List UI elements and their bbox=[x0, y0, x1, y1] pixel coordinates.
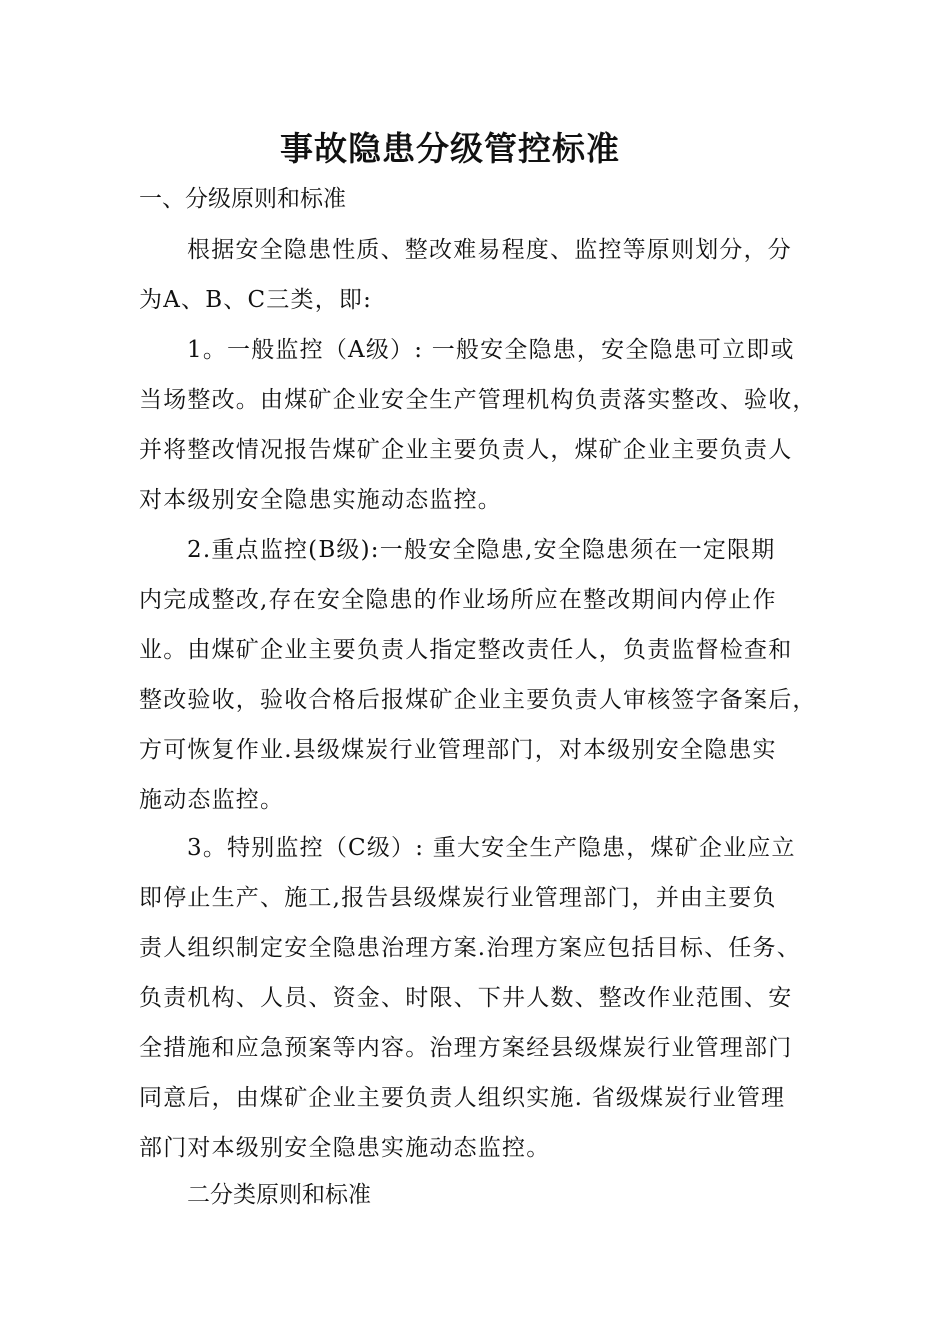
paragraph-line: 整改验收，验收合格后报煤矿企业主要负责人审核签字备案后， bbox=[139, 687, 817, 713]
paragraph-line: 并将整改情况报告煤矿企业主要负责人，煤矿企业主要负责人 bbox=[139, 437, 793, 463]
paragraph-level-a bbox=[139, 325, 861, 525]
paragraph-line: 内完成整改,存在安全隐患的作业场所应在整改期间内停止作 bbox=[139, 587, 777, 613]
paragraph-line: 部门对本级别安全隐患实施动态监控。 bbox=[139, 1135, 551, 1161]
paragraph-line: 即停止生产、施工,报告县级煤炭行业管理部门，并由主要负 bbox=[139, 885, 777, 911]
paragraph-level-c bbox=[139, 823, 861, 1173]
paragraph-line: 根据安全隐患性质、整改难易程度、监控等原则划分，分 bbox=[187, 237, 792, 263]
section-heading-1: 一、分级原则和标准 bbox=[139, 186, 346, 212]
paragraph-line: 为A、B、C三类，即: bbox=[139, 287, 373, 313]
paragraph-line: 1。一般监控（A级）: 一般安全隐患，安全隐患可立即或 bbox=[187, 337, 795, 363]
paragraph-line: 方可恢复作业.县级煤炭行业管理部门，对本级别安全隐患实 bbox=[139, 737, 777, 763]
paragraph-line: 责人组织制定安全隐患治理方案.治理方案应包括目标、任务、 bbox=[139, 935, 801, 961]
paragraph-line: 2.重点监控(B级):一般安全隐患,安全隐患须在一定限期 bbox=[187, 537, 776, 563]
paragraph-intro bbox=[139, 225, 861, 325]
paragraph-line: 全措施和应急预案等内容。治理方案经县级煤炭行业管理部门 bbox=[139, 1035, 793, 1061]
paragraph-line: 对本级别安全隐患实施动态监控。 bbox=[139, 487, 502, 513]
paragraph-level-b bbox=[139, 525, 861, 825]
paragraph-line: 负责机构、人员、资金、时限、下井人数、整改作业范围、安 bbox=[139, 985, 793, 1011]
paragraph-line: 当场整改。由煤矿企业安全生产管理机构负责落实整改、验收， bbox=[139, 387, 817, 413]
document-title: 事故隐患分级管控标准 bbox=[280, 129, 620, 168]
paragraph-line: 业。由煤矿企业主要负责人指定整改责任人，负责监督检查和 bbox=[139, 637, 793, 663]
paragraph-line: 同意后，由煤矿企业主要负责人组织实施. 省级煤炭行业管理 bbox=[139, 1085, 786, 1111]
section-heading-2: 二分类原则和标准 bbox=[187, 1182, 371, 1208]
paragraph-line: 3。特别监控（C级）: 重大安全生产隐患，煤矿企业应立 bbox=[187, 835, 796, 861]
paragraph-line: 施动态监控。 bbox=[139, 787, 285, 813]
